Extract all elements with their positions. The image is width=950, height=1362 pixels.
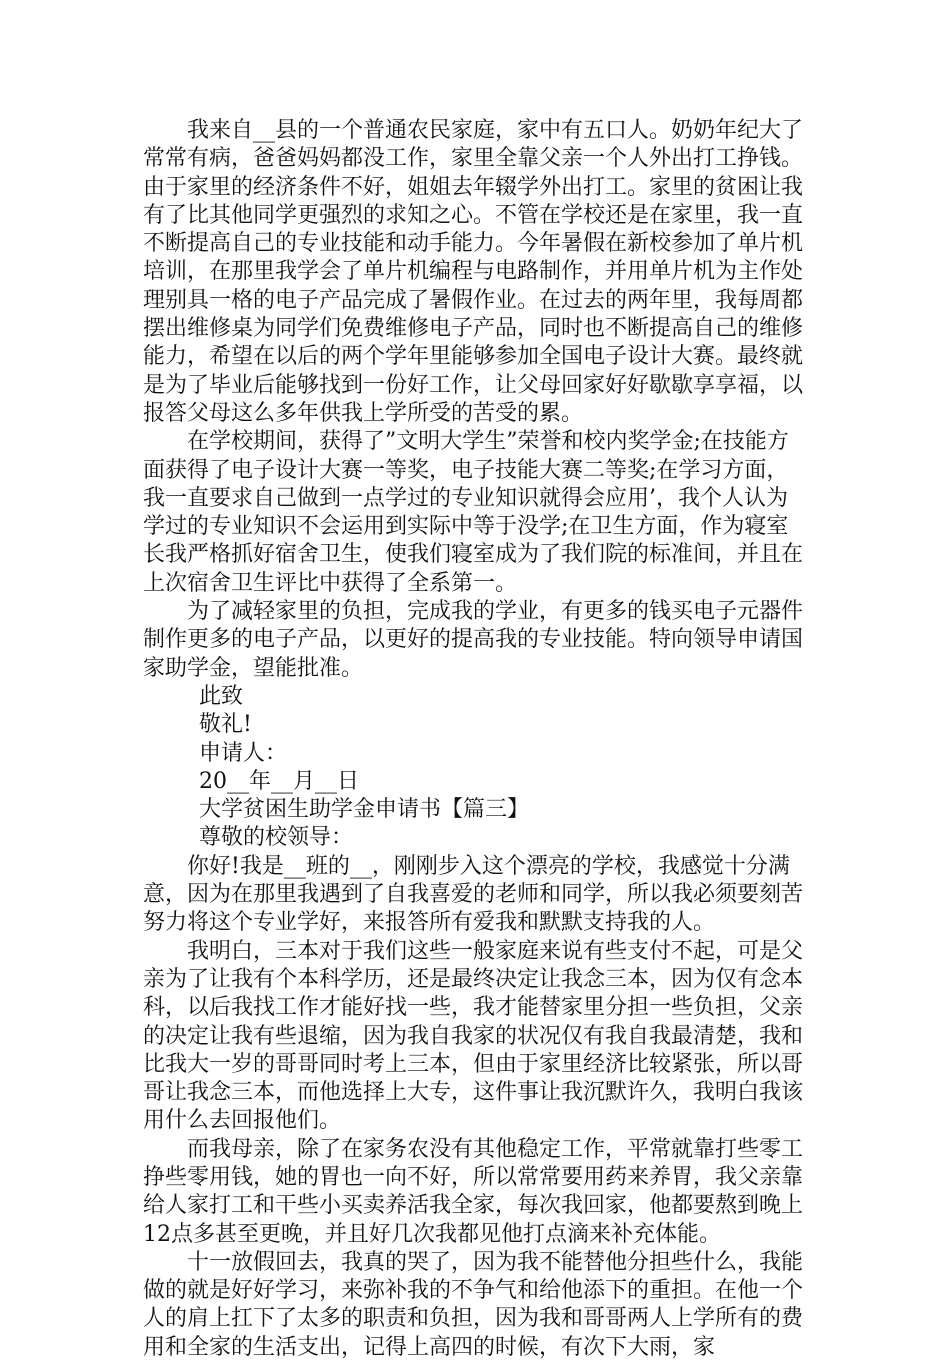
- section-title: 大学贫困生助学金申请书【篇三】: [199, 797, 530, 823]
- paragraph-achievements: 在学校期间，获得了”文明大学生”荣誉和校内奖学金;在技能方面获得了电子设计大赛一等奖，电子技能大赛二等奖;在学习方面，我一直要求自己做到一点学过的专业知识就得会应用’，我个人认为学过的专业知识不会运用到实际中等于没学;在卫生方面，作为寝室长我严格抓好宿舍卫生，使我们寝室成为了我们院的标准间，并且在上次宿舍卫生评比中获得了全系第一。: [143, 429, 804, 596]
- closing-regards: 敬礼!: [199, 712, 252, 738]
- greeting: 尊敬的校领导：: [199, 825, 354, 851]
- applicant-label: 申请人：: [199, 740, 288, 766]
- paragraph-father: 我明白，三本对于我们这些一般家庭来说有些支付不起，可是父亲为了让我有个本科学历，还是最终决定让我念三本，因为仅有念本科，以后我找工作才能好找一些，我才能替家里分担一些负担，父亲的决定让我有些退缩，因为我自我家的状况仅有我自我最清楚，我和比我大一岁的哥哥同时考上三本，但由于家里经济比较紧张，所以哥哥让我念三本，而他选择上大专，这件事让我沉默许久，我明白我该用什么去回报他们。: [143, 938, 804, 1134]
- paragraph-family-background: 我来自__县的一个普通农民家庭，家中有五口人。奶奶年纪大了常常有病，爸爸妈妈都没工作，家里全靠父亲一个人外出打工挣钱。由于家里的经济条件不好，姐姐去年辍学外出打工。家里的贫困让我有了比其他同学更强烈的求知之心。不管在学校还是在家里，我一直不断提高自己的专业技能和动手能力。今年暑假在新校参加了单片机培训，在那里我学会了单片机编程与电路制作，并用单片机为主作处理别具一格的电子产品完成了暑假作业。在过去的两年里，我每周都摆出维修桌为同学们免费维修电子产品，同时也不断提高自己的维修能力，希望在以后的两个学年里能够参加全国电子设计大赛。最终就是为了毕业后能够找到一份好工作，让父母回家好好歇歇享享福，以报答父母这么多年供我上学所受的苦受的累。: [143, 118, 804, 426]
- paragraph-mother: 而我母亲，除了在家务农没有其他稳定工作，平常就靠打些零工挣些零用钱，她的胃也一向不好，所以常常要用药来养胃，我父亲靠给人家打工和干些小买卖养活我全家，每次我回家，他都要熬到晚上12点多甚至更晚，并且好几次我都见他打点滴来补充体能。: [143, 1136, 804, 1247]
- date-line: 20__年__月__日: [199, 768, 359, 794]
- document-body: [143, 117, 807, 1362]
- paragraph-introduction: 你好!我是__班的__，刚刚步入这个漂亮的学校，我感觉十分满意，因为在那里我遇到了自我喜爱的老师和同学，所以我必须要刻苦努力将这个专业学好，来报答所有爱我和默默支持我的人。: [143, 853, 804, 936]
- paragraph-holiday: 十一放假回去，我真的哭了，因为我不能替他分担些什么，我能做的就是好好学习，来弥补我的不争气和给他添下的重担。在他一个人的肩上扛下了太多的职责和负担，因为我和哥哥两人上学所有的费用和全家的生活支出，记得上高四的时候，有次下大雨，家: [143, 1249, 804, 1360]
- closing-salutation: 此致: [199, 683, 244, 709]
- paragraph-request: 为了减轻家里的负担，完成我的学业，有更多的钱买电子元器件制作更多的电子产品，以更好的提高我的专业技能。特向领导申请国家助学金，望能批准。: [143, 599, 804, 681]
